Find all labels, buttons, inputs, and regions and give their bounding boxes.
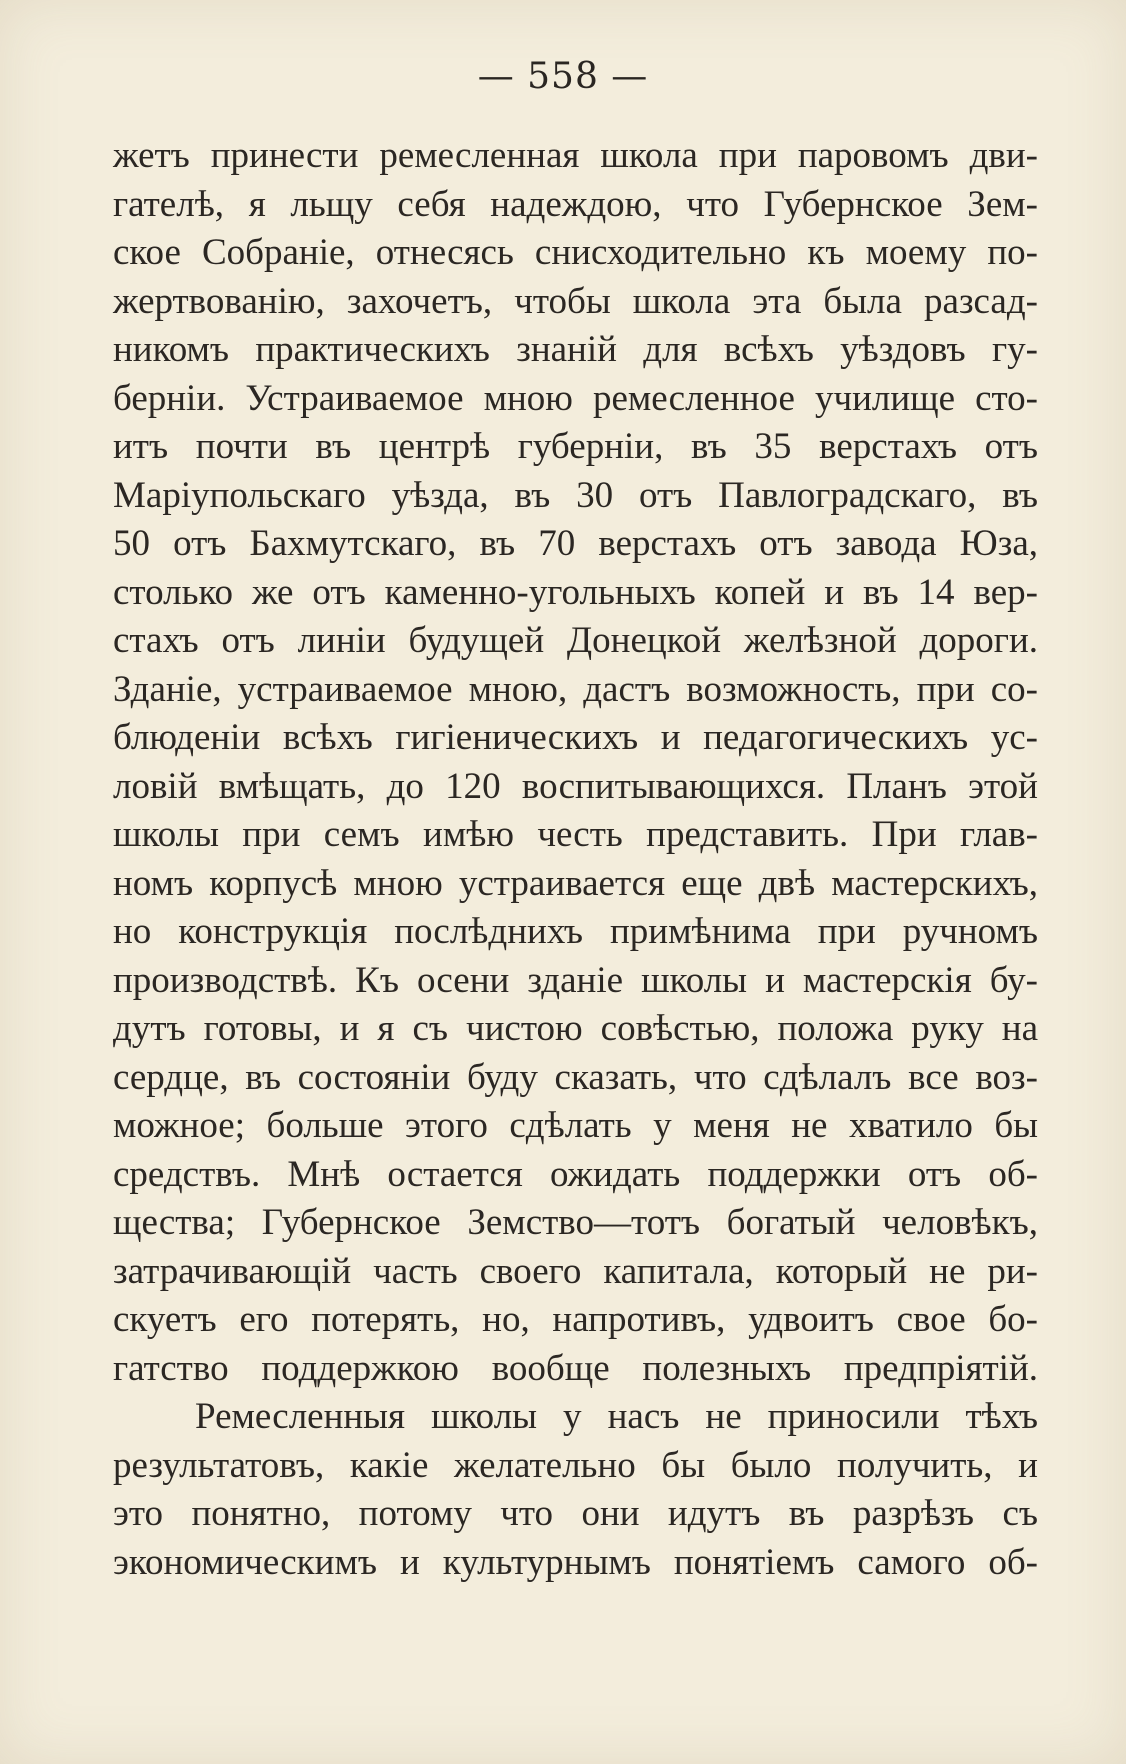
text-line: результатовъ, какіе желательно бы было получить, и — [113, 1444, 1038, 1486]
body-text — [113, 132, 1038, 1587]
text-line: Маріупольскаго уѣзда, въ 30 отъ Павлоградскаго, въ — [113, 474, 1038, 516]
text-line: столько же отъ каменно-угольныхъ копей и въ 14 вер- — [113, 571, 1038, 613]
text-line: школы при семъ имѣю честь представить. При глав- — [113, 814, 1038, 855]
text-line: экономическимъ и культурнымъ понятіемъ самого об- — [113, 1541, 1038, 1583]
text-line: номъ корпусѣ мною устраивается еще двѣ мастерскихъ, — [113, 862, 1038, 904]
text-line: гателѣ, я льщу себя надеждою, что Губернское Зем- — [113, 183, 1038, 225]
text-line: дутъ готовы, и я съ чистою совѣстью, положа руку на — [113, 1008, 1038, 1049]
text-line: берніи. Устраиваемое мною ремесленное училище сто- — [113, 377, 1038, 419]
text-line: стахъ отъ линіи будущей Донецкой желѣзной дороги. — [113, 620, 1038, 661]
text-line: можное; больше этого сдѣлать у меня не хватило бы — [113, 1105, 1038, 1146]
text-line: жетъ принести ремесленная школа при паровомъ дви- — [113, 135, 1038, 176]
text-line: Зданіе, устраиваемое мною, дастъ возможность, при со- — [113, 668, 1038, 710]
text-line: жертвованію, захочетъ, чтобы школа эта была разсад- — [113, 280, 1038, 322]
text-line: щества; Губернское Земство—тотъ богатый человѣкъ, — [113, 1202, 1038, 1243]
text-line: производствѣ. Къ осени зданіе школы и мастерскія бу- — [113, 959, 1038, 1001]
text-line: это понятно, потому что они идутъ въ разрѣзъ съ — [113, 1493, 1038, 1534]
text-line: блюденіи всѣхъ гигіеническихъ и педагогическихъ ус- — [113, 717, 1038, 758]
text-line: итъ почти въ центрѣ губерніи, въ 35 верстахъ отъ — [113, 426, 1038, 467]
text-line: никомъ практическихъ знаній для всѣхъ уѣздовъ гу- — [113, 329, 1038, 370]
text-line: скуетъ его потерять, но, напротивъ, удвоитъ свое бо- — [113, 1299, 1038, 1340]
text-line: но конструкція послѣднихъ примѣнима при ручномъ — [113, 911, 1038, 952]
text-line: ское Собраніе, отнесясь снисходительно къ моему по- — [113, 232, 1038, 273]
text-line: 50 отъ Бахмутскаго, въ 70 верстахъ отъ завода Юза, — [113, 523, 1038, 564]
text-line: ловій вмѣщать, до 120 воспитывающихся. Планъ этой — [113, 765, 1038, 807]
text-line: гатство поддержкою вообще полезныхъ предпріятій. — [113, 1347, 1038, 1389]
text-line: сердце, въ состояніи буду сказать, что сдѣлалъ все воз- — [113, 1056, 1038, 1098]
text-line: затрачивающій часть своего капитала, который не ри- — [113, 1250, 1038, 1292]
text-line-paragraph-start: Ремесленныя школы у насъ не приносили тѣхъ — [195, 1396, 1038, 1437]
text-line: средствъ. Мнѣ остается ожидать поддержки отъ об- — [113, 1153, 1038, 1195]
page-number: — 558 — — [477, 56, 649, 97]
